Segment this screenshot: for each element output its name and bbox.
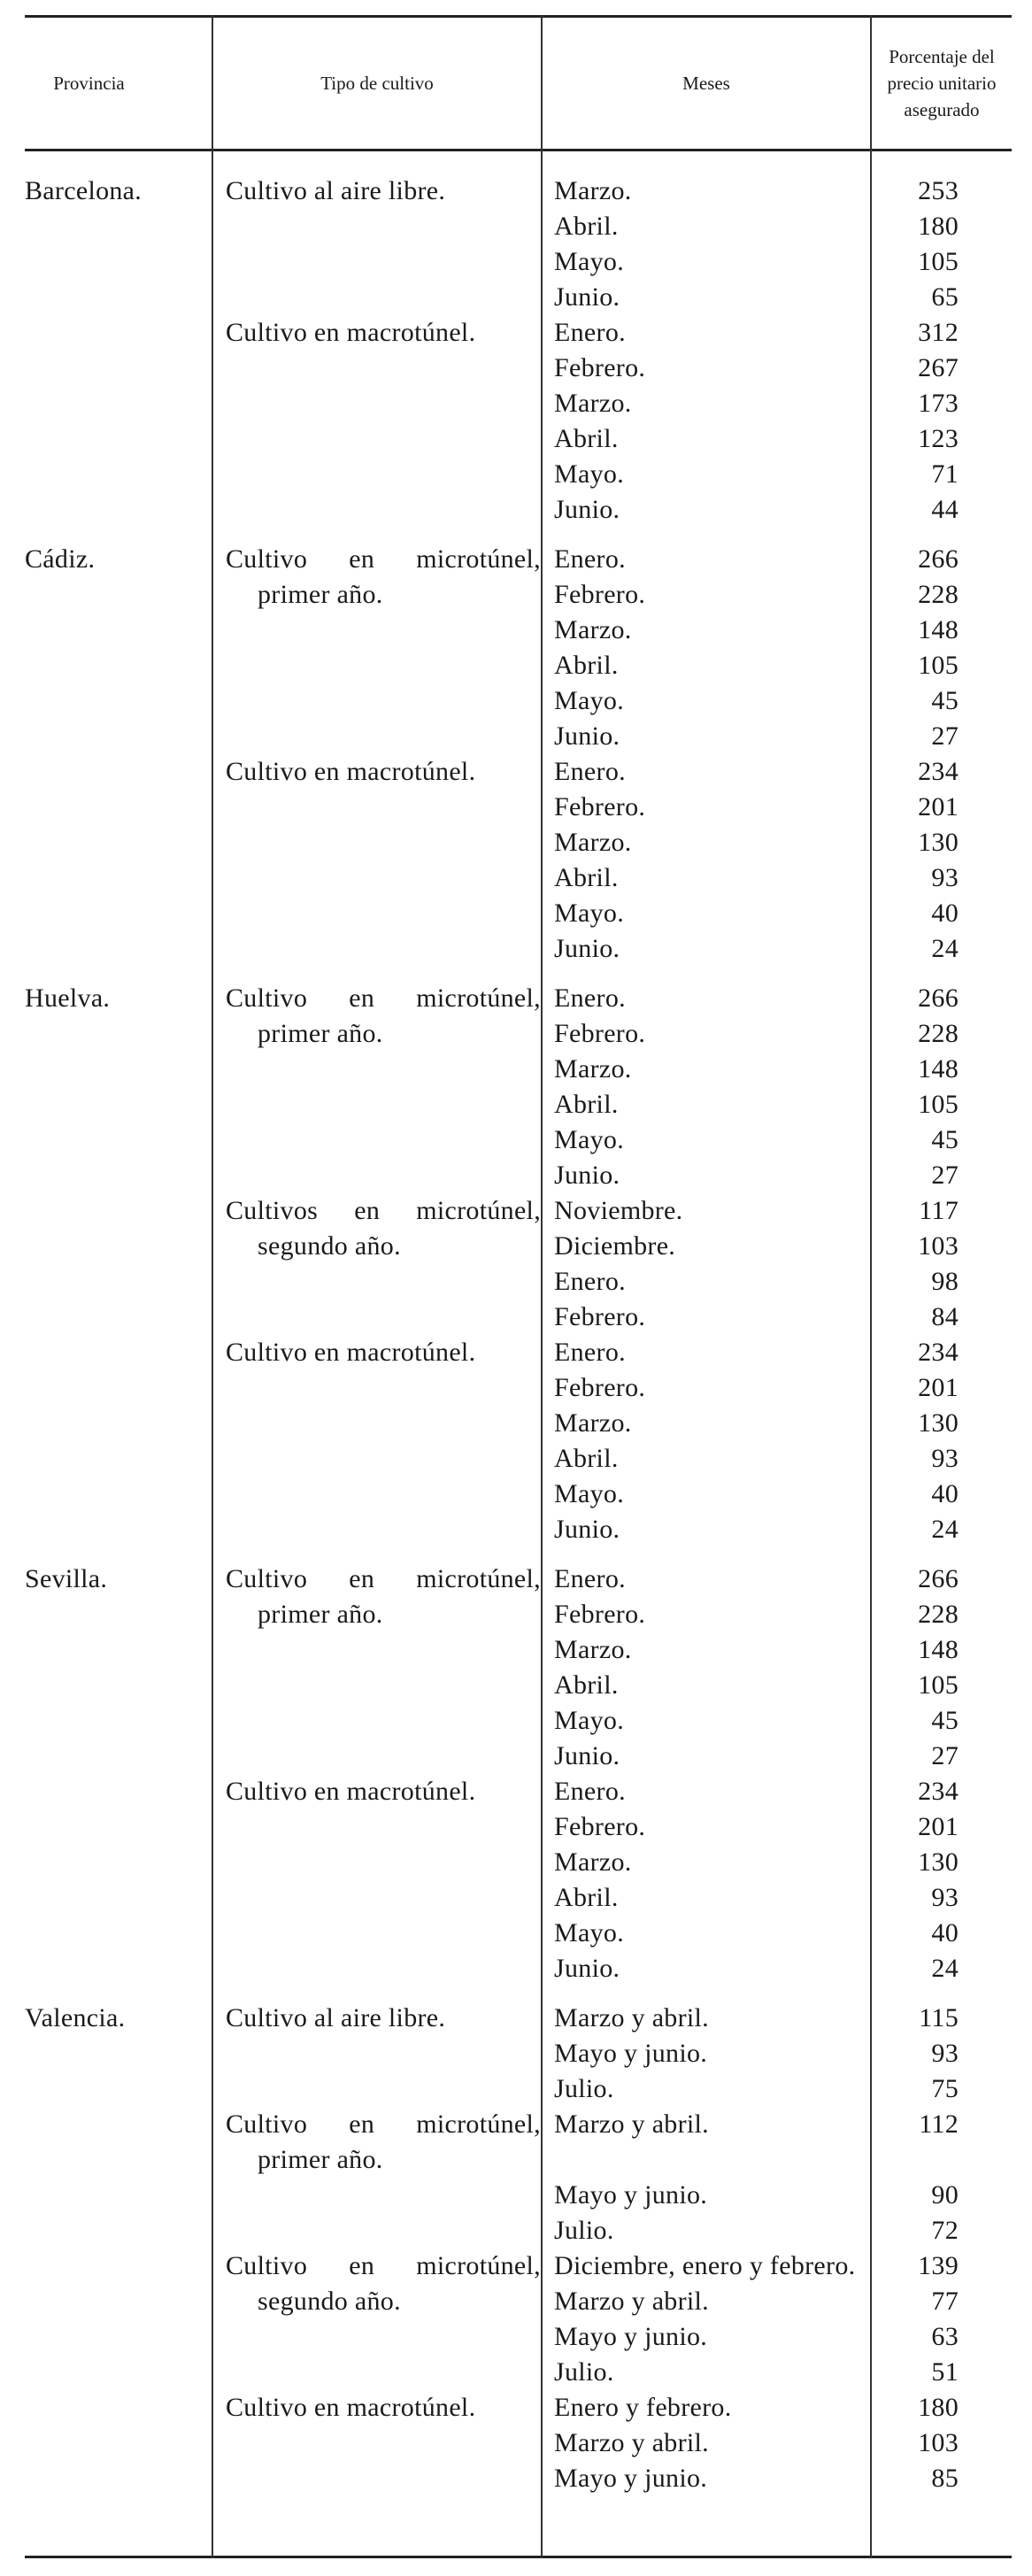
percentage-cell: 105: [918, 247, 959, 276]
month-cell: Febrero.: [554, 580, 646, 609]
percentage-cell: 27: [931, 721, 959, 751]
month-cell: Enero.: [554, 983, 626, 1013]
header-rule: [25, 149, 1012, 151]
crop-group: [25, 1774, 1012, 1986]
month-cell: Mayo.: [554, 899, 624, 928]
table-row: [554, 457, 977, 492]
table-row: [554, 1809, 977, 1845]
month-cell: Marzo y abril.: [554, 2003, 709, 2032]
percentage-cell: 253: [918, 176, 959, 205]
crop-group: [25, 174, 1012, 315]
table-row: [554, 542, 977, 577]
crop-group: [25, 2001, 1012, 2107]
header-tipo-cultivo: Tipo de cultivo: [320, 73, 434, 94]
month-cell: Mayo.: [554, 686, 624, 715]
months-list: [554, 754, 977, 967]
month-cell: Enero.: [554, 544, 626, 574]
table-row: [554, 1406, 977, 1441]
month-cell: Julio.: [554, 2357, 614, 2387]
month-cell: Junio.: [554, 495, 620, 524]
month-cell: Enero.: [554, 757, 626, 786]
months-list: [554, 1193, 977, 1335]
months-list: [554, 315, 977, 528]
month-cell: Marzo.: [554, 176, 632, 205]
month-cell: Mayo.: [554, 1918, 624, 1947]
month-cell: Enero.: [554, 1338, 626, 1367]
table-row: [554, 1562, 977, 1597]
table-row: [554, 2107, 977, 2142]
table-row: [554, 790, 977, 825]
percentage-cell: 123: [918, 424, 959, 453]
month-cell: Mayo y junio.: [554, 2039, 708, 2068]
table-row: [554, 2284, 977, 2319]
table-row: [554, 1052, 977, 1087]
table-row: [554, 2178, 977, 2213]
month-cell: Mayo.: [554, 1125, 624, 1154]
table-row: [554, 1880, 977, 1916]
percentage-cell: 201: [918, 792, 959, 821]
table-row: [554, 1229, 977, 1264]
month-cell: Marzo.: [554, 1635, 632, 1664]
table-row: [554, 386, 977, 421]
table-row: [554, 896, 977, 931]
crop-group: [25, 754, 1012, 967]
month-cell: Enero.: [554, 1564, 626, 1593]
percentage-cell: 234: [918, 1777, 959, 1806]
month-cell: Febrero.: [554, 353, 646, 382]
insured-price-table: [25, 15, 1012, 2558]
table-row: [554, 683, 977, 719]
percentage-cell: 93: [931, 2039, 959, 2068]
month-cell: Mayo y junio.: [554, 2464, 708, 2493]
month-cell: Junio.: [554, 282, 620, 312]
percentage-cell: 234: [918, 757, 959, 786]
month-cell: Abril.: [554, 1670, 619, 1700]
month-cell: Junio.: [554, 934, 620, 963]
crop-type: Cultivo en macrotúnel.: [226, 2393, 476, 2422]
percentage-cell: 312: [918, 318, 959, 347]
table-row: [554, 1016, 977, 1052]
crop-type: Cultivo en macrotúnel.: [226, 1338, 476, 1367]
percentage-cell: 45: [931, 686, 959, 715]
percentage-cell: 77: [931, 2287, 959, 2316]
province-group: [25, 174, 1012, 528]
percentage-cell: 27: [931, 1161, 959, 1190]
month-cell: Febrero.: [554, 1600, 646, 1629]
percentage-cell: 40: [931, 899, 959, 928]
table-row: [554, 2248, 977, 2284]
percentage-cell: 103: [918, 1231, 959, 1261]
month-cell: Julio.: [554, 2074, 614, 2103]
percentage-cell: 115: [919, 2003, 959, 2032]
month-cell: Junio.: [554, 1954, 620, 1983]
percentage-cell: 24: [931, 1515, 959, 1544]
month-cell: Abril.: [554, 651, 619, 680]
bottom-rule: [25, 2556, 1012, 2558]
table-row: [554, 2390, 977, 2426]
table-row: [554, 492, 977, 528]
percentage-cell: 148: [918, 1635, 959, 1664]
crop-group: [25, 2107, 1012, 2248]
month-cell: Abril.: [554, 424, 619, 453]
percentage-cell: 105: [918, 651, 959, 680]
percentage-cell: 105: [918, 1670, 959, 1700]
percentage-cell: 228: [918, 1019, 959, 1048]
crop-group: [25, 315, 1012, 528]
percentage-cell: 93: [931, 863, 959, 892]
table-row: [554, 1951, 977, 1986]
table-row: [554, 2461, 977, 2496]
month-cell: Mayo y junio.: [554, 2180, 708, 2210]
table-row: [554, 1087, 977, 1122]
percentage-cell: 234: [918, 1338, 959, 1367]
header-provincia: Provincia: [53, 73, 125, 94]
percentage-cell: 84: [931, 1302, 959, 1331]
percentage-cell: 98: [931, 1267, 959, 1296]
months-list: [554, 2248, 977, 2390]
crop-group: [25, 981, 1012, 1193]
crop-type: Cultivo al aire libre.: [226, 176, 446, 205]
month-cell: Abril.: [554, 1444, 619, 1473]
percentage-cell: 40: [931, 1918, 959, 1947]
province-group: [25, 542, 1012, 967]
month-cell: Mayo.: [554, 459, 624, 489]
table-row: [554, 1335, 977, 1370]
table-row: [554, 1122, 977, 1158]
table-row: [554, 1774, 977, 1809]
percentage-cell: 139: [918, 2251, 959, 2280]
months-list: [554, 542, 977, 754]
province-group: [25, 981, 1012, 1547]
crop-group: [25, 1193, 1012, 1335]
month-cell: Noviembre.: [554, 1196, 683, 1225]
percentage-cell: 180: [918, 2393, 959, 2422]
crop-type: Cultivo en macrotúnel.: [226, 318, 476, 347]
month-cell: Marzo.: [554, 828, 632, 857]
month-cell: Febrero.: [554, 1812, 646, 1841]
table-row: [554, 2213, 977, 2248]
months-list: [554, 2107, 977, 2248]
table-row: [554, 1845, 977, 1880]
province-name: Huelva.: [25, 983, 111, 1013]
month-cell: Abril.: [554, 863, 619, 892]
month-cell: Enero y febrero.: [554, 2393, 732, 2422]
table-row: [554, 1158, 977, 1193]
percentage-cell: 266: [918, 544, 959, 574]
province-group: [25, 2001, 1012, 2496]
crop-type: Cultivo en microtúnel, primer año.: [226, 1564, 541, 1629]
percentage-cell: 201: [918, 1373, 959, 1402]
months-list: [554, 1774, 977, 1986]
province-name: Barcelona.: [25, 176, 142, 205]
percentage-cell: 24: [931, 1954, 959, 1983]
table-row: [554, 174, 977, 209]
header-meses: Meses: [682, 73, 730, 94]
percentage-cell: 51: [931, 2357, 959, 2387]
month-cell: Diciembre, enero y febrero.: [554, 2251, 856, 2280]
province-name: Sevilla.: [25, 1564, 108, 1593]
percentage-cell: 93: [931, 1444, 959, 1473]
table-row: [554, 1916, 977, 1951]
month-cell: Junio.: [554, 721, 620, 751]
month-cell: Febrero.: [554, 1373, 646, 1402]
table-row: [554, 1632, 977, 1668]
table-row: [554, 1370, 977, 1406]
crop-type: Cultivo en microtúnel, primer año.: [226, 2109, 541, 2174]
percentage-cell: 45: [931, 1125, 959, 1154]
table-row: [554, 719, 977, 754]
table-row: [554, 1739, 977, 1774]
table-row: [554, 1264, 977, 1300]
month-cell: Marzo y abril.: [554, 2287, 709, 2316]
table-row: [554, 1597, 977, 1632]
percentage-cell: 65: [931, 282, 959, 312]
percentage-cell: 228: [918, 1600, 959, 1629]
percentage-cell: 180: [918, 212, 959, 241]
month-cell: Abril.: [554, 1883, 619, 1912]
table-row: [554, 931, 977, 967]
crop-group: [25, 1335, 1012, 1547]
month-cell: Julio.: [554, 2216, 614, 2245]
percentage-cell: 266: [918, 1564, 959, 1593]
table-body: [25, 174, 1012, 2510]
percentage-cell: 201: [918, 1812, 959, 1841]
table-row: [554, 2426, 977, 2461]
table-row: [554, 1668, 977, 1703]
month-cell: Enero.: [554, 318, 626, 347]
month-cell: Febrero.: [554, 1302, 646, 1331]
percentage-cell: 24: [931, 934, 959, 963]
table-row: [554, 1512, 977, 1547]
percentage-cell: 130: [918, 1408, 959, 1438]
table-row: [554, 315, 977, 351]
crop-type: Cultivo en microtúnel, primer año.: [226, 983, 541, 1048]
month-cell: Marzo.: [554, 1408, 632, 1438]
table-row: [554, 421, 977, 457]
table-row: [554, 244, 977, 280]
percentage-cell: 85: [931, 2464, 959, 2493]
month-cell: Febrero.: [554, 1019, 646, 1048]
percentage-cell: 266: [918, 983, 959, 1013]
percentage-cell: 40: [931, 1479, 959, 1508]
province-name: Valencia.: [25, 2003, 126, 2032]
table-row: [554, 280, 977, 315]
month-cell: Mayo y junio.: [554, 2322, 708, 2351]
crop-group: [25, 2248, 1012, 2390]
month-cell: Diciembre.: [554, 1231, 676, 1261]
table-row: [554, 2001, 977, 2036]
percentage-cell: 267: [918, 353, 959, 382]
percentage-cell: 93: [931, 1883, 959, 1912]
table-row: [554, 1703, 977, 1739]
percentage-cell: 105: [918, 1090, 959, 1119]
table-row: [554, 351, 977, 386]
months-list: [554, 981, 977, 1193]
table-row: [554, 860, 977, 896]
month-cell: Marzo.: [554, 389, 632, 418]
percentage-cell: 45: [931, 1706, 959, 1735]
table-row: [554, 825, 977, 860]
month-cell: Marzo.: [554, 1054, 632, 1084]
months-list: [554, 1562, 977, 1774]
percentage-cell: 117: [919, 1196, 959, 1225]
percentage-cell: 148: [918, 1054, 959, 1084]
months-list: [554, 2390, 977, 2496]
table-row: [554, 1477, 977, 1512]
table-row: [554, 209, 977, 244]
months-list: [554, 2001, 977, 2107]
table-row: [554, 577, 977, 613]
table-row: [554, 1300, 977, 1335]
percentage-cell: 112: [919, 2109, 959, 2139]
table-row: [554, 613, 977, 648]
table-row: [554, 648, 977, 683]
table-row: [554, 2355, 977, 2390]
month-cell: Mayo.: [554, 1479, 624, 1508]
table-row: [554, 981, 977, 1016]
month-cell: Marzo y abril.: [554, 2109, 709, 2139]
crop-type: Cultivo en microtúnel, segundo año.: [226, 2251, 541, 2316]
month-cell: Junio.: [554, 1741, 620, 1770]
month-cell: Enero.: [554, 1777, 626, 1806]
crop-type: Cultivo en microtúnel, primer año.: [226, 544, 541, 609]
month-cell: Marzo.: [554, 615, 632, 644]
percentage-cell: 44: [931, 495, 959, 524]
table-row: [554, 2071, 977, 2107]
percentage-cell: 27: [931, 1741, 959, 1770]
table-row: [554, 1193, 977, 1229]
percentage-cell: 173: [918, 389, 959, 418]
percentage-cell: 130: [918, 828, 959, 857]
crop-type: Cultivos en microtúnel, segundo año.: [226, 1196, 541, 1261]
percentage-cell: 228: [918, 580, 959, 609]
month-cell: Mayo.: [554, 247, 624, 276]
province-group: [25, 1562, 1012, 1986]
table-row: [554, 1441, 977, 1477]
crop-type: Cultivo al aire libre.: [226, 2003, 446, 2032]
percentage-cell: 75: [931, 2074, 959, 2103]
percentage-cell: 71: [931, 459, 959, 489]
crop-group: [25, 542, 1012, 754]
month-cell: Abril.: [554, 212, 619, 241]
percentage-cell: 72: [931, 2216, 959, 2245]
months-list: [554, 1335, 977, 1547]
percentage-cell: 90: [931, 2180, 959, 2210]
percentage-cell: 63: [931, 2322, 959, 2351]
table-row: [554, 2319, 977, 2355]
months-list: [554, 174, 977, 315]
percentage-cell: 148: [918, 615, 959, 644]
percentage-cell: 130: [918, 1847, 959, 1877]
month-cell: Enero.: [554, 1267, 626, 1296]
crop-type: Cultivo en macrotúnel.: [226, 1777, 476, 1806]
month-cell: Junio.: [554, 1515, 620, 1544]
table-row: [554, 2036, 977, 2071]
month-cell: Abril.: [554, 1090, 619, 1119]
crop-group: [25, 2390, 1012, 2496]
crop-group: [25, 1562, 1012, 1774]
month-cell: Febrero.: [554, 792, 646, 821]
header-porcentaje: Porcentaje del precio unitario asegurado: [887, 46, 997, 120]
percentage-cell: 103: [918, 2428, 959, 2457]
month-cell: Marzo y abril.: [554, 2428, 709, 2457]
table-row: [554, 754, 977, 790]
month-cell: Marzo.: [554, 1847, 632, 1877]
crop-type: Cultivo en macrotúnel.: [226, 757, 476, 786]
month-cell: Junio.: [554, 1161, 620, 1190]
month-cell: Mayo.: [554, 1706, 624, 1735]
province-name: Cádiz.: [25, 544, 96, 574]
